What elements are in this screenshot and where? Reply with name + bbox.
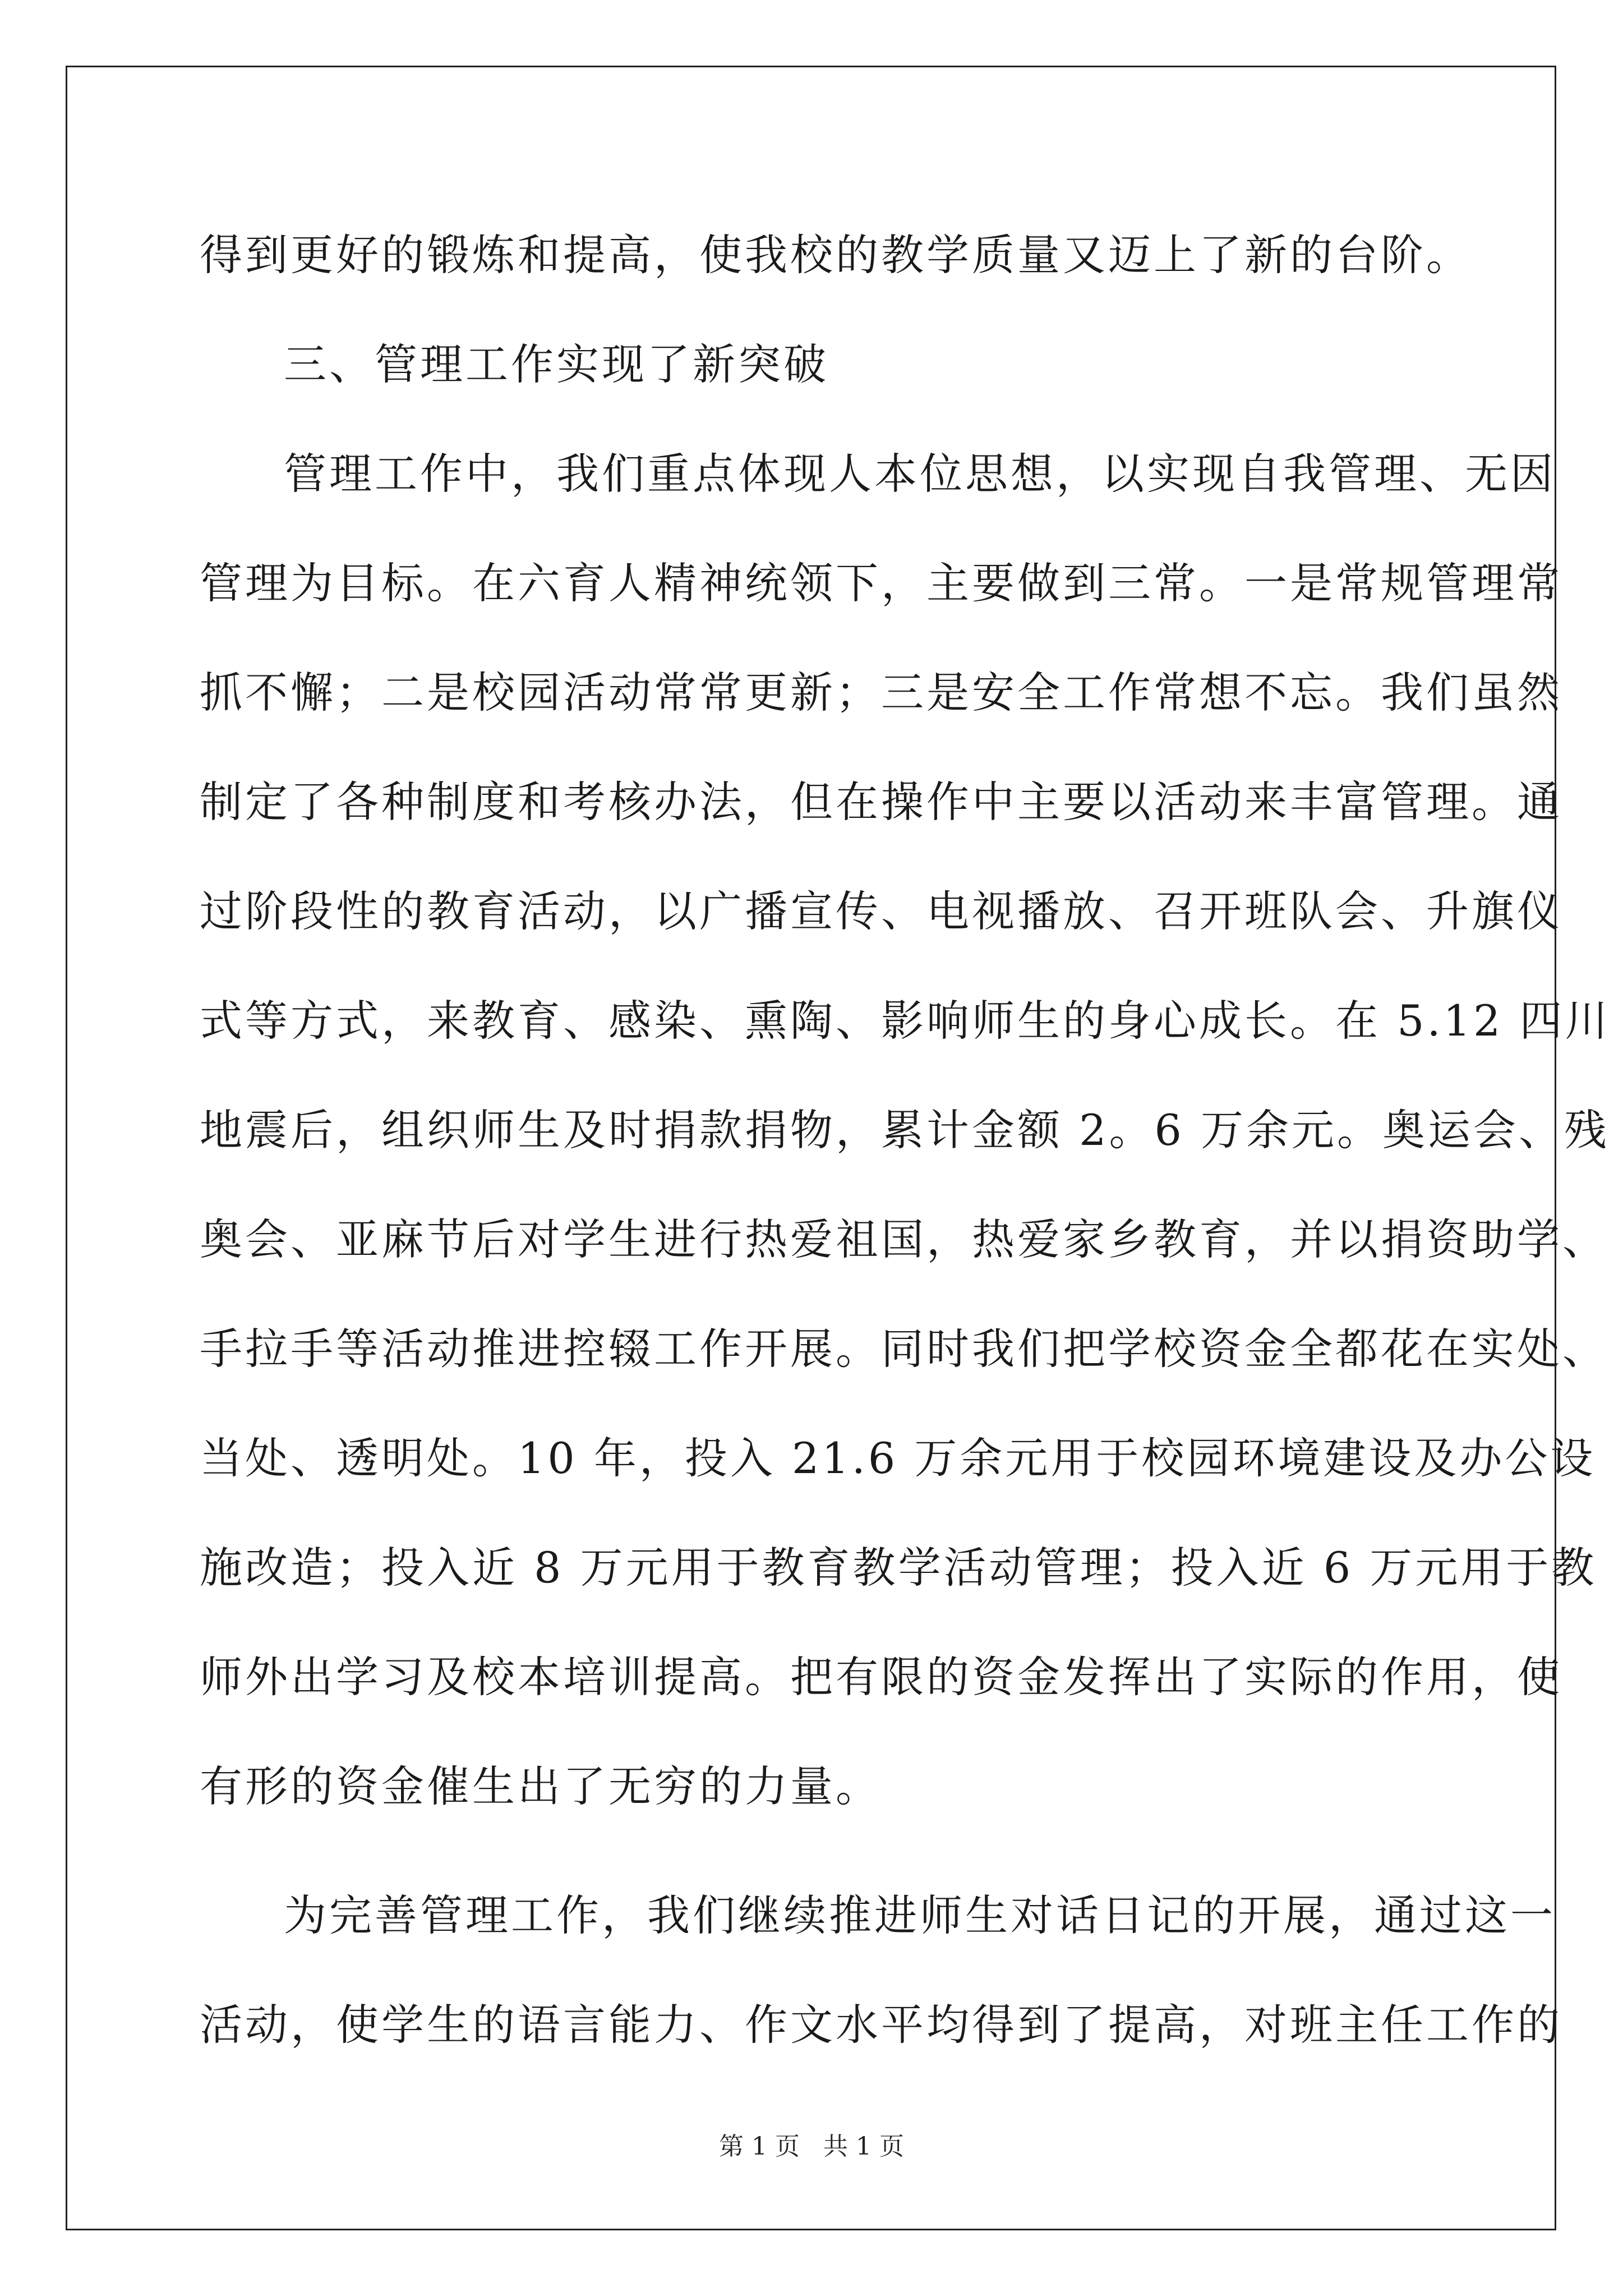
paragraph-line: 师外出学习及校本培训提高。把有限的资金发挥出了实际的作用，使 (200, 1652, 1562, 1702)
paragraph-gap (200, 1848, 1461, 1868)
paragraph-line: 有形的资金催生出了无穷的力量。 (200, 1761, 881, 1811)
paragraph-line: 管理工作中，我们重点体现人本位思想，以实现自我管理、无因 (284, 449, 1556, 499)
paragraph-line: 抓不懈；二是校园活动常常更新；三是安全工作常想不忘。我们虽然 (200, 668, 1562, 717)
paragraph-line: 得到更好的锻炼和提高，使我校的教学质量又迈上了新的台阶。 (200, 230, 1472, 280)
paragraph-line: 管理为目标。在六育人精神统领下，主要做到三常。一是常规管理常 (200, 558, 1562, 608)
paragraph-line: 手拉手等活动推进控辍工作开展。同时我们把学校资金全都花在实处、 (200, 1324, 1608, 1374)
document-body (200, 208, 1611, 2087)
paragraph-line: 式等方式，来教育、感染、熏陶、影响师生的身心成长。在 5.12 四川 (200, 996, 1611, 1046)
paragraph-line: 制定了各种制度和考核办法，但在操作中主要以活动来丰富管理。通 (200, 777, 1562, 827)
paragraph-line: 过阶段性的教育活动，以广播宣传、电视播放、召开班队会、升旗仪 (200, 886, 1562, 936)
paragraph-line: 地震后，组织师生及时捐款捐物，累计金额 2。6 万余元。奥运会、残 (200, 1105, 1610, 1155)
paragraph-line: 为完善管理工作，我们继续推进师生对话日记的开展，通过这一 (284, 1890, 1556, 1940)
paragraph-line: 奥会、亚麻节后对学生进行热爱祖国，热爱家乡教育，并以捐资助学、 (200, 1214, 1608, 1264)
paragraph-line: 当处、透明处。10 年，投入 21.6 万余元用于校园环境建设及办公设 (200, 1433, 1596, 1483)
paragraph-line: 活动，使学生的语言能力、作文水平均得到了提高，对班主任工作的 (200, 2000, 1562, 2050)
page-footer: 第 1 页 共 1 页 (719, 2132, 904, 2161)
section-heading: 三、管理工作实现了新突破 (284, 339, 829, 389)
paragraph-line: 施改造；投入近 8 万元用于教育教学活动管理；投入近 6 万元用于教 (200, 1543, 1597, 1593)
